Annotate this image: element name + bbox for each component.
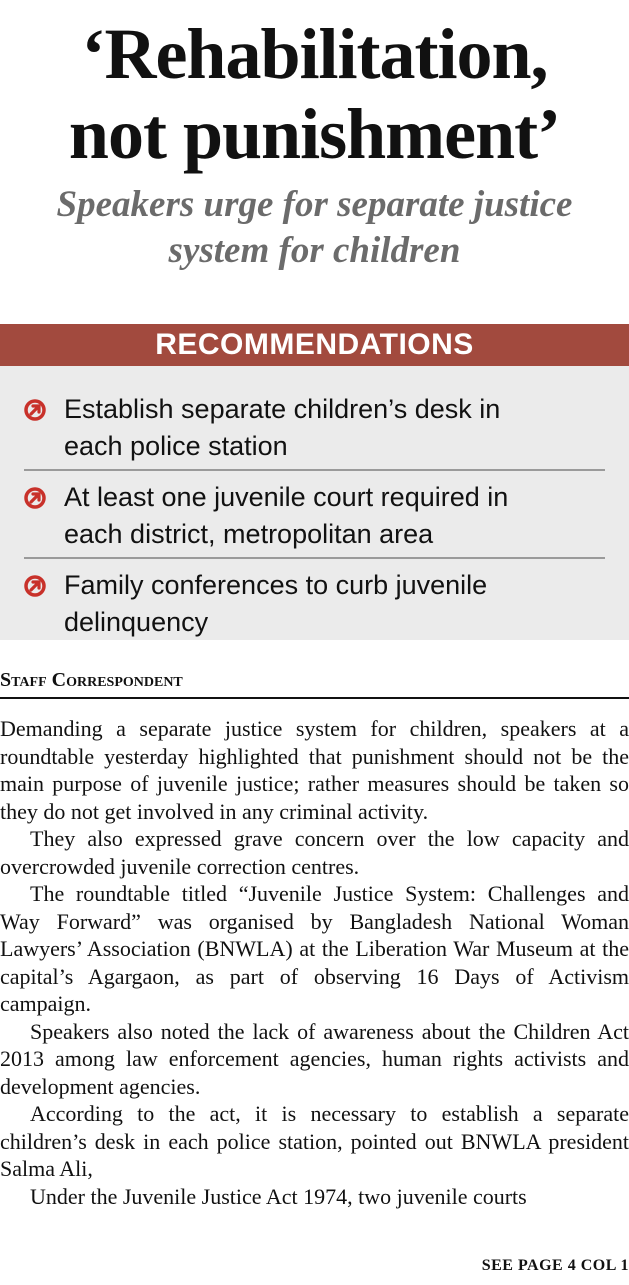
red-arrow-circle-icon (24, 575, 46, 597)
recommendation-text-line-2: each police station (64, 431, 288, 461)
recommendation-item (24, 471, 605, 559)
body-paragraph: Under the Juvenile Justice Act 1974, two juvenile courts (30, 1183, 527, 1209)
body-paragraph: They also expressed grave concern over the low capacity and overcrowded juvenile correction centres. (0, 826, 629, 879)
recommendations-list (0, 366, 629, 641)
recommendation-text-line-2: each district, metropolitan area (64, 519, 434, 549)
body-paragraph: According to the act, it is necessary to establish a separate children’s desk in each police station, pointed out BNWLA president Salma Ali, (0, 1101, 629, 1181)
red-arrow-circle-icon (24, 487, 46, 509)
recommendations-box (0, 324, 629, 640)
recommendation-item (24, 366, 605, 471)
article-body (0, 715, 629, 1210)
byline-divider (0, 697, 629, 699)
headline (0, 14, 629, 174)
red-arrow-circle-icon (24, 399, 46, 421)
subheadline (0, 182, 629, 274)
subheadline-line-1: Speakers urge for separate justice (56, 184, 573, 225)
recommendation-text-line-1: At least one juvenile court required in (64, 482, 509, 512)
recommendation-text-line-2: delinquency (64, 607, 209, 637)
body-paragraph: Speakers also noted the lack of awareness about the Children Act 2013 among law enforcement agencies, human rights activists and development agencies. (0, 1018, 629, 1099)
subheadline-line-2: system for children (168, 230, 461, 271)
recommendation-item (24, 559, 605, 641)
body-paragraph: Demanding a separate justice system for children, speakers at a roundtable yesterday highlighted that punishment should not be the main purpose of juvenile justice; rather measures should be taken so they do not get involved in any criminal activity. (0, 716, 629, 824)
headline-line-2: not punishment’ (68, 94, 561, 174)
byline: Staff Correspondent (0, 669, 183, 691)
headline-line-1: ‘Rehabilitation, (81, 14, 548, 94)
recommendation-text-line-1: Family conferences to curb juvenile (64, 570, 488, 600)
recommendations-title: RECOMMENDATIONS (0, 324, 629, 366)
body-paragraph: The roundtable titled “Juvenile Justice System: Challenges and Way Forward” was organised by Bangladesh National Woman Lawyers’ Association (BNWLA) at the Liberation War Museum at the capital’s Agargaon, as part of observing 16 Days of Activism campaign. (0, 881, 629, 1016)
continued-on-page-link[interactable]: SEE PAGE 4 COL 1 (481, 1257, 629, 1274)
recommendation-text-line-1: Establish separate children’s desk in (64, 394, 501, 424)
